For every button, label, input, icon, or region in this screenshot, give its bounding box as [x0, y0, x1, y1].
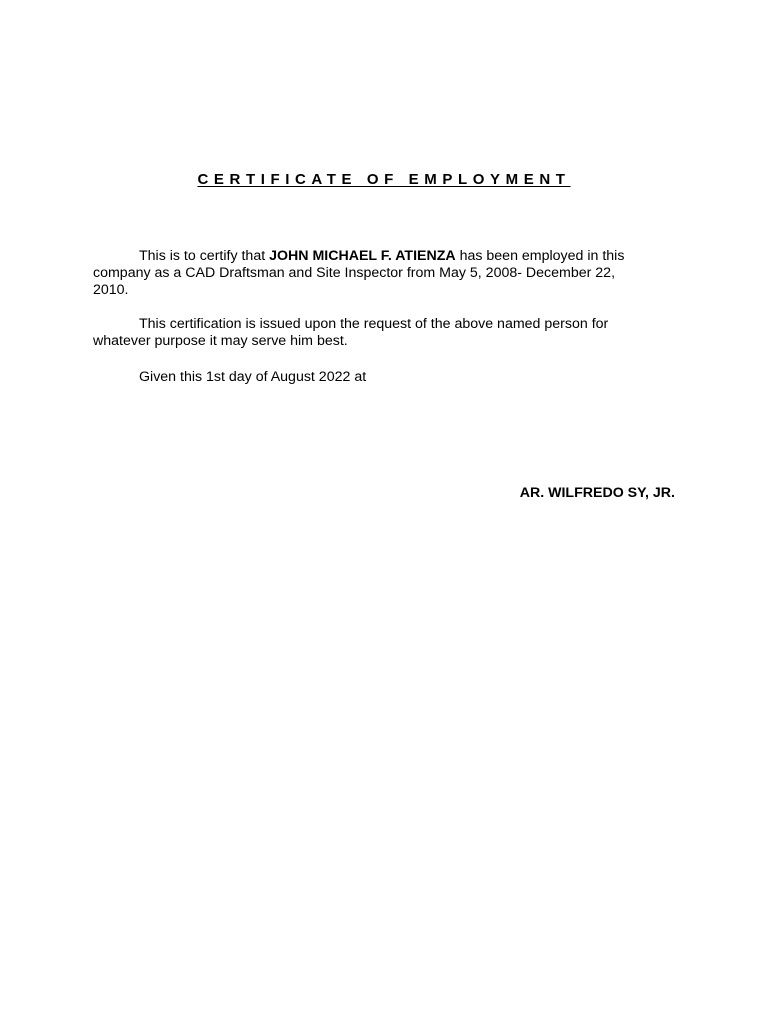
signatory-name: AR. WILFREDO SY, JR.: [519, 485, 675, 501]
employment-suffix-text: has been employed in this: [455, 248, 625, 264]
given-paragraph-line-1: Given this 1st day of August 2022 at: [139, 369, 367, 385]
purpose-paragraph: [93, 316, 678, 350]
employment-paragraph-line-3: 2010.: [93, 282, 129, 298]
employee-name: JOHN MICHAEL F. ATIENZA: [269, 248, 456, 264]
certificate-title: CERTIFICATE OF EMPLOYMENT: [197, 171, 571, 188]
purpose-paragraph-line-1: This certification is issued upon the request of the above named person for: [139, 316, 609, 332]
purpose-paragraph-line-2: whatever purpose it may serve him best.: [93, 333, 348, 349]
employment-paragraph-line-1: [93, 248, 678, 265]
employment-paragraph: [93, 248, 678, 299]
employment-paragraph-line-2: company as a CAD Draftsman and Site Inspector from May 5, 2008- December 22,: [93, 265, 616, 281]
certify-prefix-text: This is to certify that: [139, 248, 270, 264]
given-paragraph: [93, 369, 678, 386]
